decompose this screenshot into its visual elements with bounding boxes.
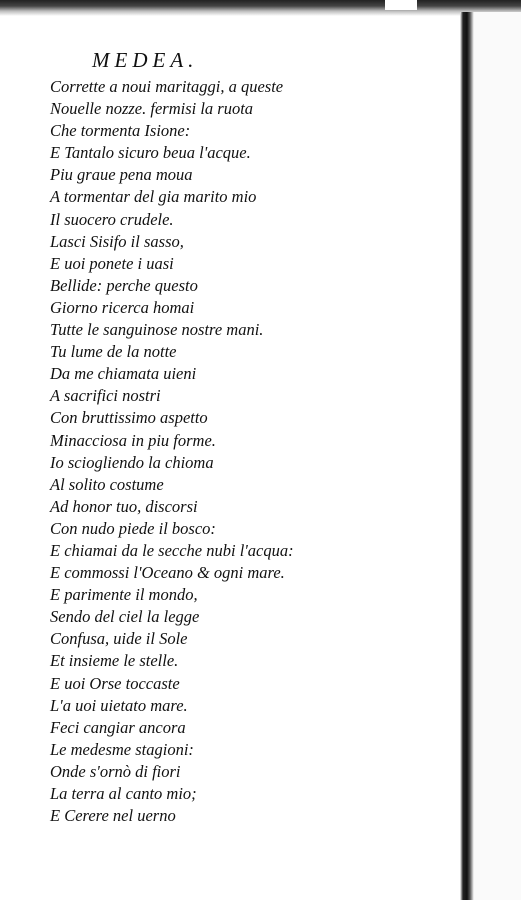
verse-line: Il suocero crudele. — [50, 209, 174, 229]
verse-line: La terra al canto mio; — [50, 784, 197, 803]
verse-line: E chiamai da le secche nubi l'acqua: — [50, 540, 294, 560]
page-right-margin — [474, 12, 521, 900]
verse-line: Al solito costume — [50, 474, 164, 494]
verse-line: A sacrifici nostri — [50, 386, 161, 406]
verse-line: Bellide: perche questo — [50, 275, 198, 295]
verse-line: Onde s'ornò di fiori — [50, 761, 181, 781]
verse-line: Ad honor tuo, discorsi — [50, 496, 198, 516]
verse-line: Corrette a noui maritaggi, a queste — [50, 77, 284, 96]
verse-line: Minacciosa in piu forme. — [50, 430, 216, 450]
verse-line: Con bruttissimo aspetto — [50, 408, 208, 428]
verse-line: Sendo del ciel la legge — [50, 607, 200, 627]
verse-line: E uoi Orse toccaste — [50, 673, 180, 693]
verse-line: Giorno ricerca homai — [50, 297, 195, 317]
verse-line: Da me chiamata uieni — [50, 364, 197, 384]
verse-line: L'a uoi uietato mare. — [50, 695, 188, 715]
verse-line: Feci cangiar ancora — [50, 717, 186, 737]
page-top-edge-gap — [385, 0, 417, 10]
verse-line: Lasci Sisifo il sasso, — [50, 231, 184, 251]
verse-line: E Tantalo sicuro beua l'acque. — [50, 143, 251, 163]
verse-line: Che tormenta Isione: — [50, 121, 191, 141]
verse-line: Tutte le sanguinose nostre mani. — [50, 320, 264, 340]
verse-line: Et insieme le stelle. — [50, 651, 179, 671]
verse-line: Io sciogliendo la chioma — [50, 452, 214, 472]
verse-line: Nouelle nozze. fermisi la ruota — [50, 99, 254, 119]
page-binding-edge — [460, 12, 474, 900]
verse-line: Piu graue pena moua — [50, 165, 193, 185]
verse-line: Con nudo piede il bosco: — [50, 518, 216, 538]
verse-line: E uoi ponete i uasi — [50, 253, 174, 273]
verse-line: E commossi l'Oceano & ogni mare. — [50, 563, 285, 583]
running-head: MEDEA. — [92, 48, 199, 72]
verse-line: Confusa, uide il Sole — [50, 629, 188, 649]
verse-line: E Cerere nel uerno — [50, 806, 176, 826]
page-top-edge — [0, 0, 521, 16]
verse-line: E parimente il mondo, — [50, 585, 198, 605]
verse-line: Tu lume de la notte — [50, 342, 177, 362]
verse-text — [50, 76, 450, 827]
verse-line: A tormentar del gia marito mio — [50, 187, 257, 207]
verse-line: Le medesme stagioni: — [50, 739, 194, 759]
